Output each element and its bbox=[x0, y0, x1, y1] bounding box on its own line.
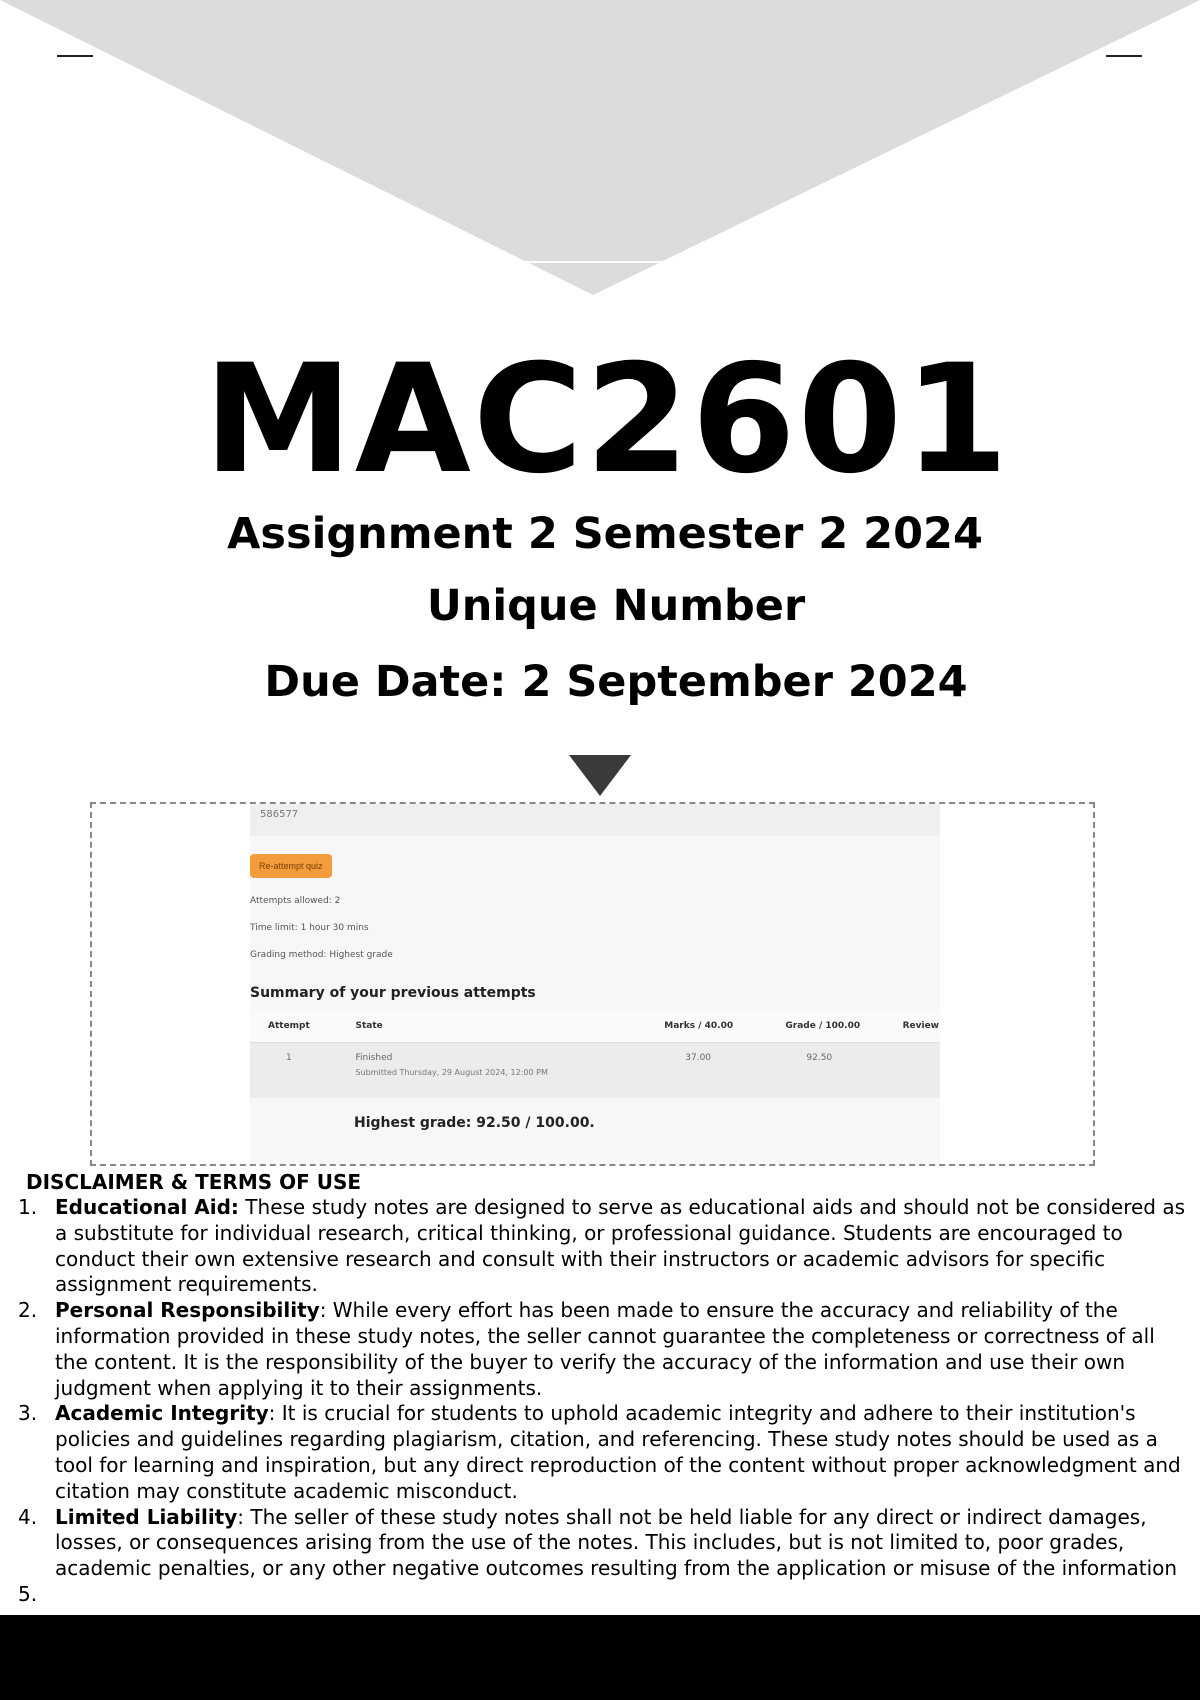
disclaimer-title: DISCLAIMER & TERMS OF USE bbox=[26, 1170, 362, 1194]
due-date: Due Date: 2 September 2024 bbox=[264, 657, 968, 707]
list-item-text: : While every effort has been made to ensure the accuracy and reliability of the information provided in these study notes, the seller cannot guarantee the completeness or correctness of all the content. It is the responsibility of the buyer to verify the accuracy of the information and use their own judgment when applying it to their assignments. bbox=[55, 1298, 1155, 1400]
attempts-allowed: Attempts allowed: 2 bbox=[250, 896, 341, 906]
corner-mark-left bbox=[57, 55, 93, 57]
list-item bbox=[18, 1401, 1188, 1504]
list-item-number: 2. bbox=[18, 1298, 38, 1323]
attempts-table bbox=[250, 1010, 940, 1098]
disclaimer-list bbox=[18, 1195, 1188, 1608]
column-header-marks: Marks / 40.00 bbox=[663, 1010, 784, 1043]
column-header-review: Review bbox=[902, 1010, 940, 1043]
down-arrow-icon bbox=[569, 755, 631, 796]
column-header-attempt: Attempt bbox=[250, 1010, 354, 1043]
cell-attempt: 1 bbox=[250, 1043, 354, 1099]
list-item-term: Educational Aid: bbox=[55, 1195, 239, 1219]
table-header-row bbox=[250, 1010, 940, 1043]
table-row bbox=[250, 1043, 940, 1099]
list-item-term: Limited Liability bbox=[55, 1504, 238, 1529]
cell-grade: 92.50 bbox=[784, 1043, 901, 1099]
list-item-number: 4. bbox=[18, 1504, 38, 1529]
time-limit: Time limit: 1 hour 30 mins bbox=[250, 923, 369, 933]
state-submitted-text: Submitted Thursday, 29 August 2024, 12:00 PM bbox=[355, 1068, 548, 1077]
bottom-black-bar bbox=[0, 1615, 1200, 1700]
reattempt-quiz-button[interactable]: Re-attempt quiz bbox=[250, 854, 332, 878]
quiz-screenshot-frame bbox=[90, 802, 1095, 1166]
cell-review bbox=[902, 1043, 940, 1099]
corner-mark-right bbox=[1106, 55, 1142, 57]
highest-grade: Highest grade: 92.50 / 100.00. bbox=[354, 1115, 595, 1131]
column-header-grade: Grade / 100.00 bbox=[784, 1010, 901, 1043]
list-item-number: 3. bbox=[18, 1401, 38, 1426]
list-item-text: These study notes are designed to serve as educational aids and should not be considered as a substitute for individual research, critical thinking, or professional guidance. Students are encouraged to conduct their own extensive research and consult with their instructors or academic advisors for specific assignment requirements. bbox=[55, 1195, 1186, 1297]
grading-method: Grading method: Highest grade bbox=[250, 950, 393, 960]
list-item bbox=[18, 1505, 1188, 1582]
list-item-number: 1. bbox=[18, 1195, 38, 1219]
list-item-text: : The seller of these study notes shall not be held liable for any direct or indirect damages, losses, or consequences arising from the use of the notes. This includes, but is not limited to, poor grades, academic penalties, or any other negative outcomes resulting from the application or misuse of the information bbox=[55, 1504, 1178, 1581]
assignment-title: Assignment 2 Semester 2 2024 bbox=[227, 509, 983, 559]
state-text: Finished bbox=[355, 1053, 393, 1063]
list-item bbox=[18, 1582, 1188, 1608]
column-header-state: State bbox=[354, 1010, 663, 1043]
list-item-term: Personal Responsibility bbox=[55, 1298, 320, 1323]
cover-title-block bbox=[0, 333, 1200, 507]
cell-marks: 37.00 bbox=[663, 1043, 784, 1099]
course-code: MAC2601 bbox=[203, 333, 1011, 507]
disclaimer-section bbox=[18, 1169, 1188, 1608]
quiz-screenshot bbox=[250, 804, 940, 1164]
list-item-text: : It is crucial for students to uphold academic integrity and adhere to their institution's policies and guidelines regarding plagiarism, citation, and referencing. These study notes should be used as a tool for learning and inspiration, but any direct reproduction of the content without proper acknowledgment and citation may constitute academic misconduct. bbox=[55, 1401, 1181, 1503]
summary-title: Summary of your previous attempts bbox=[250, 985, 536, 1001]
top-chevron-graphic bbox=[0, 0, 1200, 300]
quiz-id: 586577 bbox=[250, 804, 940, 836]
list-item-term: Academic Integrity bbox=[55, 1401, 269, 1426]
cell-state bbox=[354, 1043, 663, 1099]
list-item bbox=[18, 1195, 1188, 1298]
unique-number-label: Unique Number bbox=[426, 581, 806, 631]
list-item bbox=[18, 1298, 1188, 1401]
list-item-number: 5. bbox=[18, 1581, 38, 1606]
